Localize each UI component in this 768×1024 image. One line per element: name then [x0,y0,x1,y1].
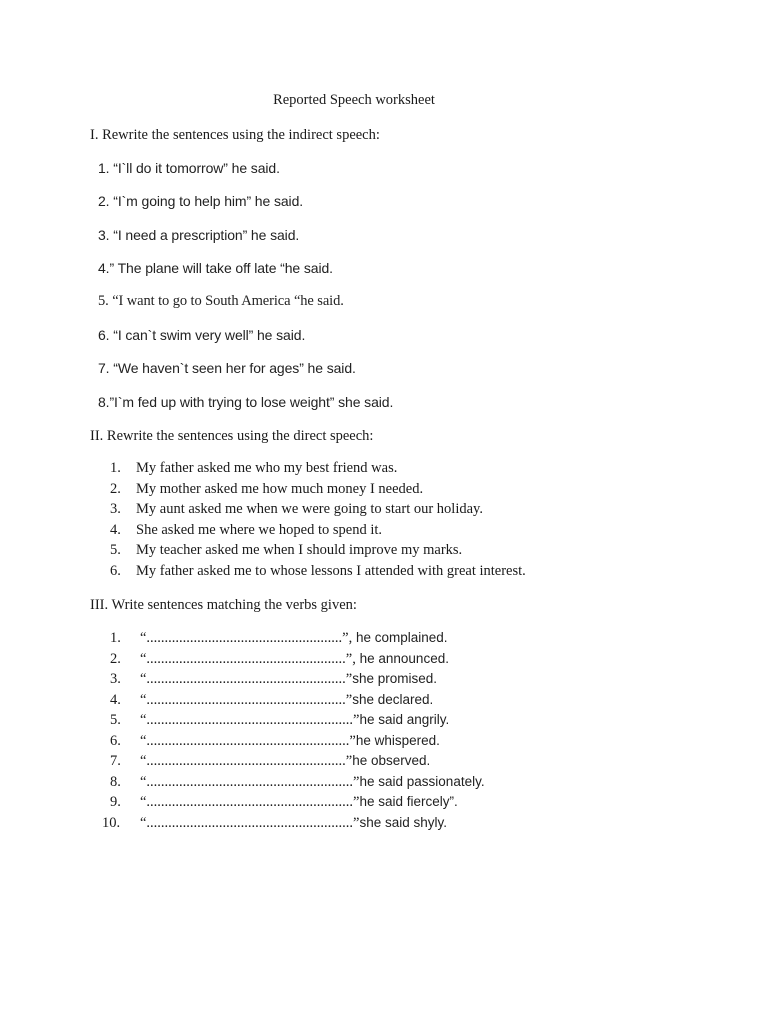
section-2-heading: II. Rewrite the sentences using the direct speech: [90,428,374,444]
answer-blank: “.......................................................” [140,691,353,708]
reporting-verb: he observed. [352,753,431,768]
reporting-verb: he said fiercely”. [359,794,458,809]
reporting-verb: he whispered. [355,732,440,748]
section-3-item [110,630,485,651]
reporting-verb: she promised. [352,671,438,686]
answer-blank: “.........................................................” [140,814,360,831]
section-1-item: 7. “We haven`t seen her for ages” he said. [98,360,356,376]
section-1-item: 2. “I`m going to help him” he said. [98,193,304,209]
item-text: She asked me where we hoped to spend it. [136,521,383,538]
item-number: 5. [110,712,121,728]
item-number: 2. [110,650,121,667]
reporting-verb: she declared. [352,691,434,707]
item-number: 9. [110,794,121,810]
item-text: My teacher asked me when I should improve my marks. [136,542,463,558]
section-3-item [110,753,485,774]
section-1-item: 5. “I want to go to South America “he said. [98,293,344,309]
section-3-item [102,814,485,836]
item-text: My mother asked me how much money I needed. [136,480,424,497]
section-1-item: 8.”I`m fed up with trying to lose weight” she said. [98,394,394,410]
answer-blank: “.........................................................” [140,712,360,728]
section-3-item [110,794,485,815]
section-2-item [110,542,526,563]
item-number: 3. [110,671,121,687]
reporting-verb: he said passionately. [359,773,485,789]
answer-blank: “.......................................................” [140,671,353,687]
section-2-item [110,563,526,584]
section-1-item: 6. “I can`t swim very well” he said. [98,327,306,343]
item-number: 7. [110,753,121,769]
item-number: 8. [110,773,121,790]
section-2-item [110,481,526,502]
answer-blank: “.........................................................” [140,794,360,810]
section-3-item [110,692,485,713]
section-3-item [110,651,485,672]
item-text: My father asked me who my best friend was. [136,460,398,476]
item-text: My aunt asked me when we were going to start our holiday. [136,501,483,517]
item-number: 6. [110,732,121,749]
reporting-verb: he announced. [355,650,449,666]
page-title: Reported Speech worksheet [273,92,435,108]
answer-blank: “.........................................................” [140,773,360,790]
section-3-heading: III. Write sentences matching the verbs given: [90,597,357,613]
item-number: 4. [110,691,121,708]
section-2-item [110,460,526,481]
section-3-list [102,630,485,835]
section-2-item [110,501,526,522]
item-number: 1. [110,630,121,646]
section-1-item: 3. “I need a prescription” he said. [98,227,300,243]
answer-blank: “......................................................”, [140,630,353,646]
reporting-verb: she said shyly. [359,814,448,830]
item-number: 4. [110,521,121,538]
section-2-item [110,522,526,543]
section-1-item: 4.” The plane will take off late “he said. [98,260,333,276]
section-3-item [110,712,485,733]
item-number: 10. [102,814,121,831]
item-text: My father asked me to whose lessons I attended with great interest. [136,562,526,579]
section-3-item [110,774,485,795]
item-number: 6. [110,562,121,579]
answer-blank: “........................................................” [140,732,356,749]
item-number: 3. [110,501,121,517]
section-1-heading: I. Rewrite the sentences using the indirect speech: [90,127,380,143]
reporting-verb: he complained. [352,630,448,645]
reporting-verb: he said angrily. [359,712,450,727]
section-3-item [110,671,485,692]
answer-blank: “.......................................................” [140,753,353,769]
section-2-list [110,460,526,583]
answer-blank: “.......................................................”, [140,650,356,667]
item-number: 2. [110,480,121,497]
item-number: 5. [110,542,121,558]
item-number: 1. [110,460,121,476]
section-3-item [110,733,485,754]
section-1-item: 1. “I`ll do it tomorrow” he said. [98,160,280,176]
